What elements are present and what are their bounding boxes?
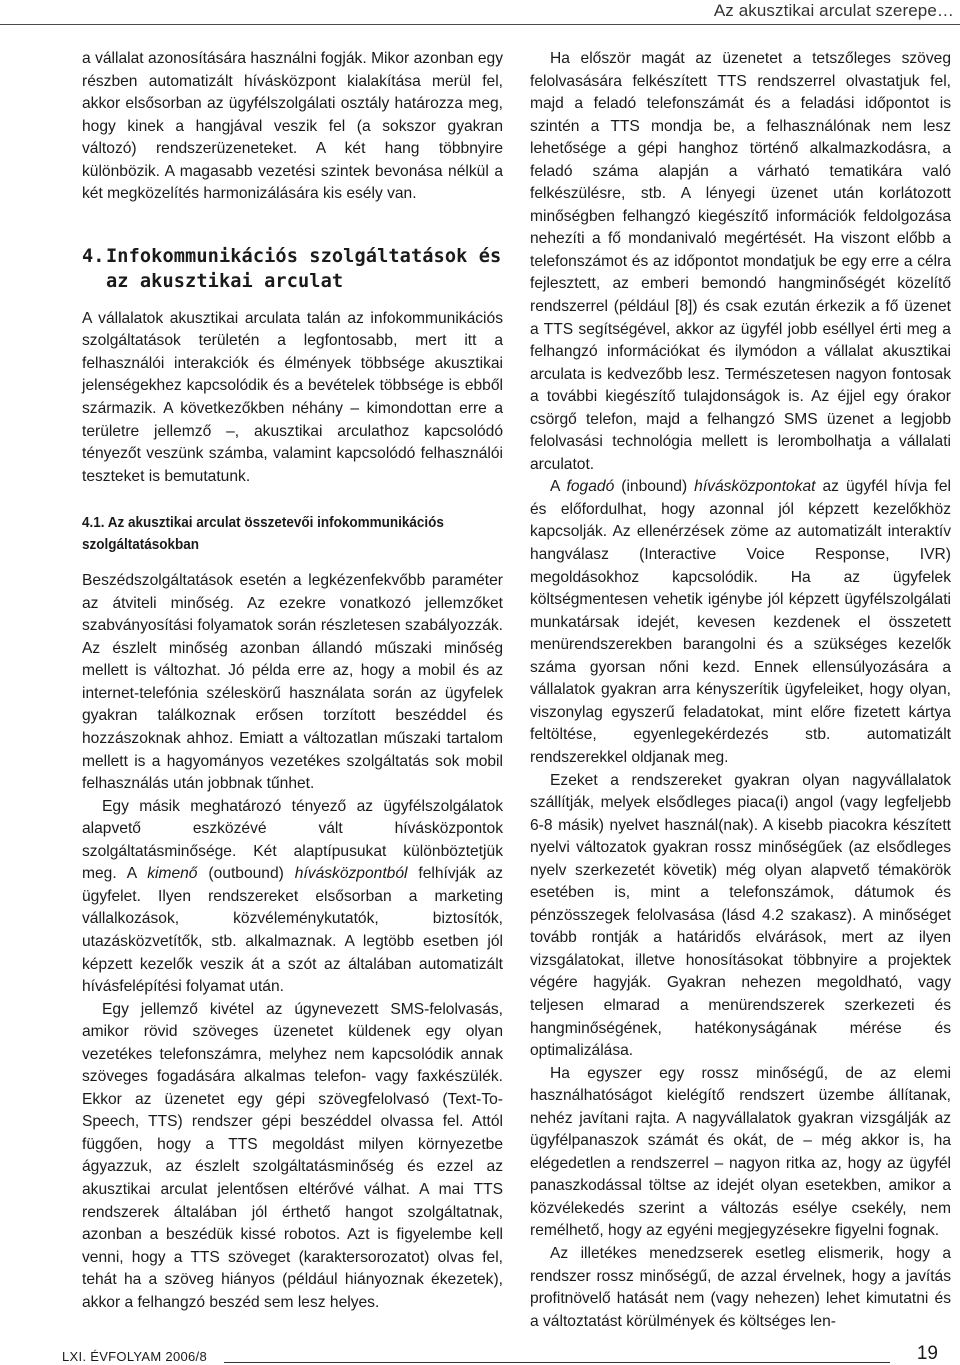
subsection-heading: 4.1. Az akusztikai arculat összetevői infokommunikációs szolgáltatásokban	[82, 514, 444, 554]
running-header	[0, 0, 960, 24]
section-number: 4.	[82, 245, 105, 267]
journal-footer: LXI. ÉVFOLYAM 2006/8	[62, 1349, 207, 1364]
header-rule	[0, 24, 960, 25]
right-column	[530, 48, 951, 1333]
p2-text-c: az ügyfél hívja fel és előfordulhat, hogy azonnal jól képzett kezelőkhöz kapcsolják. Az ellenérzések zöme az automatizált interaktív hangválasz (Interactive Voice Response, IVR) megoldásokhoz kapcsolódik. Ha az ügyfelek költségmentesen vehetik igénybe jól képzett ügyfélszolgálati munkatársak idejét, kevesen kezdenek el összetett menürendszerekben barangolni és a szükséges kezelők száma gyorsan nőni kezd. Ennek ellensúlyozására a vállalatok gyakran arra kényszerítik ügyfeleiket, hogy olyan, viszonylag egyszerű feladatokat, mint előre fizetett kártya feltöltése, egyenlegekérdezés stb. automatizált rendszerekkel oldjanak meg.	[530, 478, 951, 766]
p2-emphasis-fogado: fogadó	[566, 478, 615, 496]
section-heading	[82, 244, 503, 294]
section-paragraph-1: A vállalatok akusztikai arculata talán az infokommunikációs szolgáltatások területén a legfontosabb, mert itt a felhasználói interakciók és élmények többsége akusztikai jelenségekhez kapcsolódik és a bevételek többsége is ebből származik. A következőkben néhány – kimondottan erre a területre jellemző –, akusztikai arculathoz kapcsolódó tényezőt veszünk számba, valamint kapcsolódó felhasználói teszteket is bemutatunk.	[82, 309, 503, 485]
right-paragraph-1: Ha először magát az üzenetet a tetszőleges szöveg felolvasására felkészített TTS rendszerrel olvastatjuk fel, majd a feladó telefonszámát és a feladási időpontot is szintén a TTS mondja be, a felhasználónak nem lesz lehetősége a gépi hanghoz történő alkalmazkodásra, a feladó száma alapján a várható tematikára való felkészülésre, stb. A lényegi üzenet után korlátozott minőségben felhangzó kiegészítő információk feldolgozása nehezíti a fő mondanivaló megértését. Ha viszont előbb a telefonszámot és az időpontot mondatjuk be egy erre a célra fejlesztett, az emberi bemondó hangminőségét közelítő rendszerrel (például [8]) és csak ezután érkezik a fő üzenet a TTS segítségével, akkor az ügyfél jobb eséllyel érti meg a felhangzó információkat és ilymódon a vállalat akusztikai arculata is kedvezőbb lesz. Természetesen nagyon fontosak a további kiegészítő tulajdonságok is. Az éjjel egy órakor csörgő telefon, majd a felhangzó SMS üzenet a legjobb felolvasási technológia mellett is lerombolhatja a vállalati arculatot.	[530, 50, 951, 473]
right-paragraph-3: Ezeket a rendszereket gyakran olyan nagyvállalatok szállítják, melyek elsődleges piaca(i) angol (vagy legfeljebb 6-8 másik) nyelvet használ(nak). A kisebb piacokra készített nyelvi változatok gyakran rossz minőségűek (az elsődleges nyelv szerkezetét követik) még olyan alapvető témakörök esetében is, mint a telefonszámok, dátumok és pénzösszegek felolvasása (lásd 4.2 szakasz). A minőséget tovább rontják a határidős elvárások, mert az ilyen vizsgálatokat, illetve honosításokat többnyire a projektek végére hagyják. Gyakran nehezen megoldható, vagy teljesen elmarad a menürendszerek szerkezeti és hangminőségének, hatékonyságának mérése és optimalizálása.	[530, 771, 951, 1060]
running-header-title: Az akusztikai arculat szerepe…	[713, 1, 954, 20]
page-number: 19	[916, 1343, 938, 1364]
section-paragraph-4: Egy jellemző kivétel az úgynevezett SMS-felolvasás, amikor rövid szöveges üzenetet küldenek egy olyan vezetékes telefonszámra, melyhez nem kapcsolódik annak szöveges fogadására alkalmas telefon- vagy faxkészülék. Ekkor az üzenetet egy gépi szövegfelolvasó (Text-To-Speech, TTS) rendszer gépi beszéddel olvassa fel. Attól függően, hogy a TTS megoldást milyen környezetbe ágyazzuk, az észlelt szolgáltatásminőség és ezzel az akusztikai arculat jelentősen eltérővé válhat. A mai TTS rendszerek általában jól érthető hangot szolgáltatnak, azonban a beszédük kissé robotos. Azt is figyelembe kell venni, hogy a TTS szöveget (karaktersorozatot) olvas fel, tehát ha a szöveg hiányos (például hiányoznak ékezetek), akkor a felhangzó beszéd sem lesz helyes.	[82, 1000, 503, 1311]
p3-emphasis-kimeno: kimenő	[147, 865, 198, 883]
p3-text-b: (outbound)	[197, 865, 295, 883]
section-title: Infokommunikációs szolgáltatások és az akusztikai arculat	[106, 245, 502, 292]
right-paragraph-2	[530, 476, 951, 769]
right-paragraph-5: Az illetékes menedzserek esetleg elismerik, hogy a rendszer rossz minőségű, de azzal érvelnek, hogy a javítás profitnövelő hatását nem (vagy nehezen) lehet kimutatni és a változtatást körülmények és költséges len-	[530, 1244, 951, 1330]
p2-text-a: A	[550, 478, 567, 496]
intro-paragraph: a vállalat azonosítására használni fogják. Mikor azonban egy részben automatizált hívásközpont kialakítása merül fel, akkor elsősorban az ügyfélszolgálati osztály határozza meg, hogy kinek a hangjával veszik fel (a sokszor gyakran változó) rendszerüzeneteket. A két hang többnyire különbözik. A magasabb vezetési szintek bevonása nélkül a két megközelítés harmonizálására kis esély van.	[82, 50, 503, 203]
right-paragraph-4: Ha egyszer egy rossz minőségű, de az elemi használhatóságot kielégítő rendszert üzembe állítanak, nehéz javítani rajta. A nagyvállalatok gyakran vizsgálják az ügyfélpanaszok számát és okát, de – még akkor is, ha elégedetlen a rendszerrel – nagyon ritka az, hogy az ügyfél panaszkodással töltse az idejét olyan esetekben, amikor a közvélekedés szerint a változás esélye csekély, nem remélhető, hogy az egyéni megjegyzésekre figyelni fognak.	[530, 1064, 951, 1240]
p2-emphasis-hivaskozpontokat: hívásközpontokat	[694, 478, 816, 496]
p3-text-a: Egy másik meghatározó tényező az ügyfélszolgálatok alapvető eszközévé vált hívásközpontok szolgáltatásminősége. Két alaptípusukat különböztetjük meg. A	[82, 797, 503, 883]
left-column	[82, 48, 503, 1314]
section-paragraph-2: Beszédszolgáltatások esetén a legkézenfekvőbb paraméter az átviteli minőség. Az ezekre vonatkozó jellemzőket szabványosítási folyamatok során részletesen szabályozzák. Az észlelt minőség azonban állandó műszaki minőség mellett is változhat. Jó példa erre az, hogy a mobil és az internet-telefónia széleskörű használata során az ügyfelek gyakran találkoznak erősen torzított beszéddel és hozzászoknak ahhoz. Emiatt a változatlan műszaki tartalom mellett is a hagyományos vezetékes szolgáltatás sok mobil felhasználás után jobbnak tűnhet.	[82, 572, 503, 793]
p3-text-c: felhívják az ügyfelet. Ilyen rendszereket elsősorban a marketing vállalkozások, közvéleménykutatók, biztosítók, utazásközvetítők, stb. alkalmaznak. A legtöbb esetben jól képzett kezelők veszik át a szót az általában automatizált hívásfelépítési folyamat után.	[82, 865, 503, 996]
p3-emphasis-hivaskozpontbol: hívásközpontból	[294, 865, 408, 883]
p2-text-b: (inbound)	[614, 478, 695, 496]
section-paragraph-3	[82, 796, 503, 999]
